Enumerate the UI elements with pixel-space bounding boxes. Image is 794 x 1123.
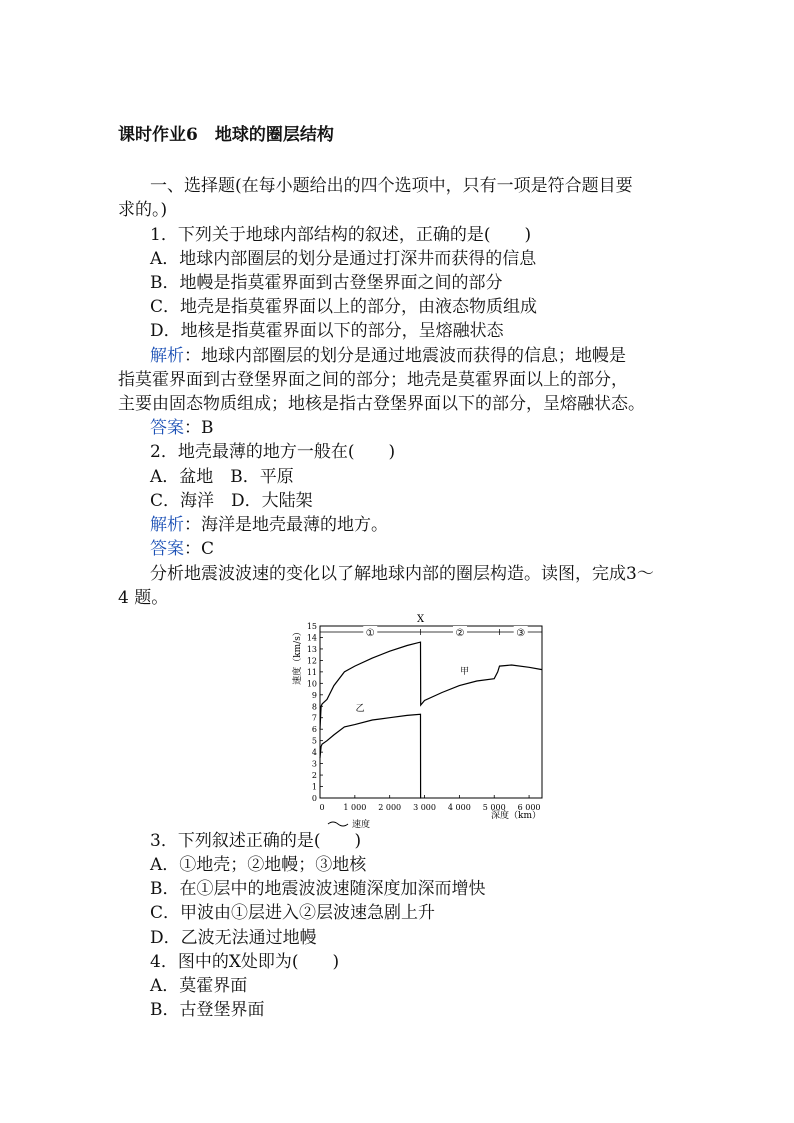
y-tick-label: 5 [311,736,317,746]
q1-option-c: C．地壳是指莫霍界面以上的部分，由液态物质组成 [150,297,538,317]
seismic-wave-chart [290,610,550,840]
y-tick-label: 6 [311,725,317,735]
q1-analysis-text-1: ：地球内部圈层的划分是通过地震波而获得的信息；地幔是 [184,346,626,366]
series-label-jia: 甲 [460,667,470,678]
x-tick-label: 2 000 [378,803,402,812]
x-axis-label: 深度（km） [491,811,541,821]
answer-label: 答案 [150,418,184,438]
x-tick-label: 1 000 [343,803,367,812]
q4-option-a: A．莫霍界面 [150,976,248,996]
series-line [320,642,542,729]
y-tick-label: 1 [311,782,317,792]
legend-label: 速度 [352,820,371,830]
q2-answer [150,537,214,561]
layer-label: ① [365,628,375,639]
q1-option-b: B．地幔是指莫霍界面到古登堡界面之间的部分 [150,273,503,293]
y-tick-label: 14 [306,633,317,643]
q1-analysis-text-3: 主要由固态物质组成；地核是指古登堡界面以下的部分，呈熔融状态。 [118,394,645,414]
analysis-label: 解析 [150,515,184,535]
plot-frame [320,626,542,798]
q3-option-c: C．甲波由①层进入②层波速急剧上升 [150,903,436,923]
intro-text-2: 4 题。 [118,588,169,608]
intro-text-1: 分析地震波波速的变化以了解地球内部的圈层构造。读图，完成3～ [150,564,654,584]
boundary-x-label: X [416,614,425,625]
y-tick-label: 8 [311,702,317,712]
q1-analysis [150,344,626,368]
q1-analysis-text-2: 指莫霍界面到古登堡界面之间的部分；地壳是莫霍界面以上的部分， [118,370,628,390]
series-line [320,714,421,798]
x-tick-label: 3 000 [413,803,436,812]
answer-label: 答案 [150,539,184,559]
y-tick-label: 15 [306,622,317,631]
page-title: 课时作业6 地球的圈层结构 [118,125,334,145]
x-tick-label-zero: 0 [319,803,325,812]
y-tick-label: 12 [306,656,317,666]
q2-options-ab: A．盆地 B．平原 [150,467,294,487]
analysis-label: 解析 [150,346,184,366]
q3-option-d: D．乙波无法通过地幔 [150,928,317,948]
q3-option-b: B．在①层中的地震波波速随深度加深而增快 [150,879,486,899]
y-tick-label: 0 [311,794,317,803]
y-tick-label: 7 [311,713,317,723]
y-tick-label: 2 [311,771,317,781]
y-tick-label: 13 [306,644,317,654]
q2-analysis-text: ：海洋是地壳最薄的地方。 [184,515,388,535]
layer-label: ② [455,628,465,639]
q2-options-cd: C．海洋 D．大陆架 [150,491,313,511]
q1-option-d: D．地核是指莫霍界面以下的部分，呈熔融状态 [150,321,504,341]
q3-option-a: A．①地壳；②地幔；③地核 [150,855,367,875]
q4-option-b: B．古登堡界面 [150,1000,265,1020]
q2-analysis [150,513,388,537]
section-heading-cont: 求的。) [118,200,168,220]
q1-answer-value: ：B [184,418,214,438]
y-tick-label: 11 [306,667,317,677]
q4-stem: 4．图中的X处即为( ) [150,952,340,972]
legend-line [328,822,348,826]
series-label-yi: 乙 [355,703,365,714]
series-lines [320,642,542,798]
q3-stem: 3．下列叙述正确的是( ) [150,831,362,851]
q1-stem: 1．下列关于地球内部结构的叙述，正确的是( ) [150,225,532,245]
x-tick-label: 4 000 [447,803,471,812]
y-axis-label: 速度（km/s） [293,627,303,685]
y-tick-label: 9 [311,690,317,700]
y-tick-label: 10 [306,679,317,689]
y-tick-label: 4 [311,748,317,758]
x-tick-label: 6 000 [517,803,541,812]
section-heading: 一、选择题(在每小题给出的四个选项中，只有一项是符合题目要 [150,176,633,196]
q1-option-a: A．地球内部圈层的划分是通过打深井而获得的信息 [150,249,537,269]
q1-answer [150,416,214,440]
q2-stem: 2．地壳最薄的地方一般在( ) [150,442,396,462]
x-tick-label: 5 000 [482,803,506,812]
layer-label: ③ [516,628,526,639]
q2-answer-value: ：C [184,539,215,559]
y-tick-label: 3 [311,759,317,769]
